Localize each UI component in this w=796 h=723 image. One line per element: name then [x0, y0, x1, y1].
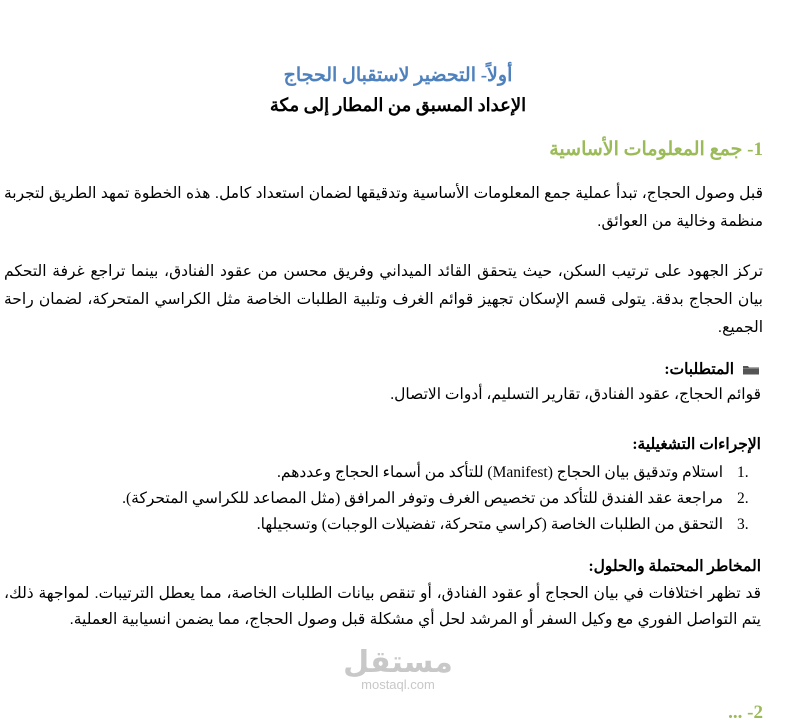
- watermark-latin: mostaql.com: [361, 677, 435, 692]
- section-heading: 1- جمع المعلومات الأساسية: [549, 139, 763, 160]
- requirements-heading-label: المتطلبات:: [664, 361, 734, 378]
- list-item: [0, 460, 761, 486]
- requirements-heading: [0, 360, 760, 379]
- risks-text: قد تظهر اختلافات في بيان الحجاج أو عقود الفنادق، أو تنقص بيانات الطلبات الخاصة، مما يعطل الترتيبات. لمواجهة ذلك، يتم التواصل الفوري مع وكيل السفر أو المرشد لحل أي مشكلة قبل وصول الحجاج، مما يضمن انسيابية العملية.: [4, 585, 761, 628]
- list-item-text: استلام وتدقيق بيان الحجاج (Manifest) للتأكد من أسماء الحجاج وعددهم.: [277, 464, 723, 481]
- list-item-text: التحقق من الطلبات الخاصة (كراسي متحركة، تفضيلات الوجبات) وتسجيلها.: [256, 516, 723, 533]
- list-item-number: 1.: [737, 464, 749, 481]
- next-section-heading-partial: 2- ...: [728, 702, 763, 723]
- folder-icon: [742, 364, 760, 375]
- document-title: أولاً- التحضير لاستقبال الحجاج: [283, 65, 513, 86]
- housing-paragraph: تركز الجهود على ترتيب السكن، حيث يتحقق القائد الميداني وفريق محسن من عقود الفنادق، بينما تراجع غرفة التحكم بيان الحجاج بدقة. يتولى قسم الإسكان تجهيز قوائم الغرف وتلبية الطلبات الخاصة مثل الكراسي المتحركة، لضمان راحة الجميع.: [4, 263, 763, 336]
- watermark-logo: [343, 648, 453, 692]
- list-item-text: مراجعة عقد الفندق للتأكد من تخصيص الغرف وتوفر المرافق (مثل المصاعد للكراسي المتحركة).: [122, 490, 723, 507]
- operations-list: [0, 460, 761, 538]
- list-item-number: 2.: [737, 490, 749, 507]
- risks-heading: المخاطر المحتملة والحلول:: [588, 558, 761, 575]
- requirements-text: قوائم الحجاج، عقود الفنادق، تقارير التسليم، أدوات الاتصال.: [390, 386, 761, 403]
- document-subtitle: الإعداد المسبق من المطار إلى مكة: [269, 95, 527, 115]
- operations-heading: الإجراءات التشغيلية:: [632, 436, 761, 453]
- list-item: [0, 512, 761, 538]
- intro-paragraph: قبل وصول الحجاج، تبدأ عملية جمع المعلومات الأساسية وتدقيقها لضمان استعداد كامل. هذه الخطوة تمهد الطريق لتجربة منظمة وخالية من العوائق.: [4, 185, 763, 230]
- list-item: [0, 486, 761, 512]
- watermark-arabic: مستقل: [343, 646, 453, 679]
- list-item-number: 3.: [737, 516, 749, 533]
